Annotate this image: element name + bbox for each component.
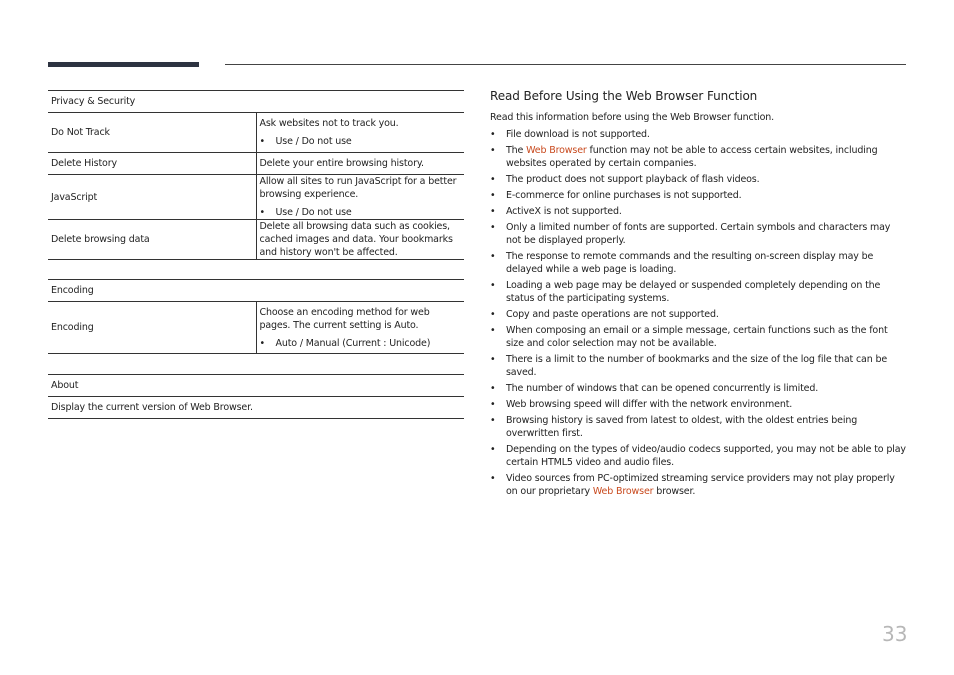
list-item: • Web browsing speed will differ with the network environment.: [490, 398, 906, 411]
row-desc: [256, 113, 464, 153]
table-row: [48, 397, 464, 419]
notes-list: [490, 128, 906, 498]
encoding-table: [48, 279, 464, 354]
about-table: [48, 374, 464, 419]
table-header: About: [48, 375, 464, 397]
notes-section: [490, 88, 906, 501]
row-desc: [256, 302, 464, 354]
text: browser.: [653, 486, 696, 497]
table-row: [48, 302, 464, 354]
page-number: 33: [882, 622, 908, 646]
table-row: [48, 153, 464, 175]
desc-text: Choose an encoding method for web pages. The current setting is Auto.: [259, 306, 430, 331]
list-item: • When composing an email or a simple message, certain functions such as the font size and color selection may not be available.: [490, 324, 906, 350]
row-label: JavaScript: [48, 175, 256, 220]
list-item: [490, 472, 906, 498]
option-item: • Use / Do not use: [260, 135, 462, 148]
row-desc: [256, 175, 464, 220]
row-label: Encoding: [48, 302, 256, 354]
section-title: Read Before Using the Web Browser Function: [490, 89, 758, 103]
row-label: Do Not Track: [48, 113, 256, 153]
row-label: Delete History: [48, 153, 256, 175]
web-browser-link: Web Browser: [592, 486, 654, 497]
table-row: [48, 220, 464, 260]
list-item: • File download is not supported.: [490, 128, 906, 141]
list-item: • E-commerce for online purchases is not supported.: [490, 189, 906, 202]
table-header: Encoding: [48, 280, 464, 302]
list-item: • Depending on the types of video/audio codecs supported, you may not be able to play certain HTML5 video and audio files.: [490, 443, 906, 469]
settings-tables: [48, 90, 464, 419]
list-item: • The response to remote commands and the resulting on-screen display may be delayed while a web page is loading.: [490, 250, 906, 276]
option-list: [260, 206, 462, 219]
privacy-security-table: [48, 90, 464, 260]
option-item: • Use / Do not use: [260, 206, 462, 219]
list-item: • Only a limited number of fonts are supported. Certain symbols and characters may not be displayed properly.: [490, 221, 906, 247]
row-desc: Delete your entire browsing history.: [256, 153, 464, 175]
header-accent-bar: [48, 62, 199, 67]
list-item: • There is a limit to the number of bookmarks and the size of the log file that can be saved.: [490, 353, 906, 379]
list-item: • The product does not support playback of flash videos.: [490, 173, 906, 186]
desc-text: Ask websites not to track you.: [259, 118, 399, 129]
section-intro: Read this information before using the Web Browser function.: [490, 112, 775, 123]
list-item: • Browsing history is saved from latest to oldest, with the oldest entries being overwritten first.: [490, 414, 906, 440]
list-item: [490, 144, 906, 170]
option-item: • Auto / Manual (Current : Unicode): [260, 337, 462, 350]
text: function may not be able to access certain websites, including websites operated by certain companies.: [506, 145, 878, 169]
spacer: [48, 260, 464, 279]
list-item: • Loading a web page may be delayed or suspended completely depending on the status of the participating systems.: [490, 279, 906, 305]
web-browser-link: Web Browser: [526, 145, 587, 156]
table-header: Privacy & Security: [48, 91, 464, 113]
spacer: [48, 354, 464, 374]
option-list: [260, 135, 462, 148]
text: Video sources from PC-optimized streaming service providers may not play properly on our proprietary: [506, 473, 895, 497]
text: The: [506, 145, 527, 156]
row-label: Delete browsing data: [48, 220, 256, 260]
table-row: [48, 175, 464, 220]
list-item: • Copy and paste operations are not supported.: [490, 308, 906, 321]
row-desc: Delete all browsing data such as cookies, cached images and data. Your bookmarks and history won't be affected.: [256, 220, 464, 260]
row-desc: Display the current version of Web Browser.: [48, 397, 464, 419]
header-rule: [225, 64, 906, 65]
list-item: • The number of windows that can be opened concurrently is limited.: [490, 382, 906, 395]
list-item: • ActiveX is not supported.: [490, 205, 906, 218]
option-list: [260, 337, 462, 350]
desc-text: Allow all sites to run JavaScript for a better browsing experience.: [259, 176, 457, 200]
table-row: [48, 113, 464, 153]
